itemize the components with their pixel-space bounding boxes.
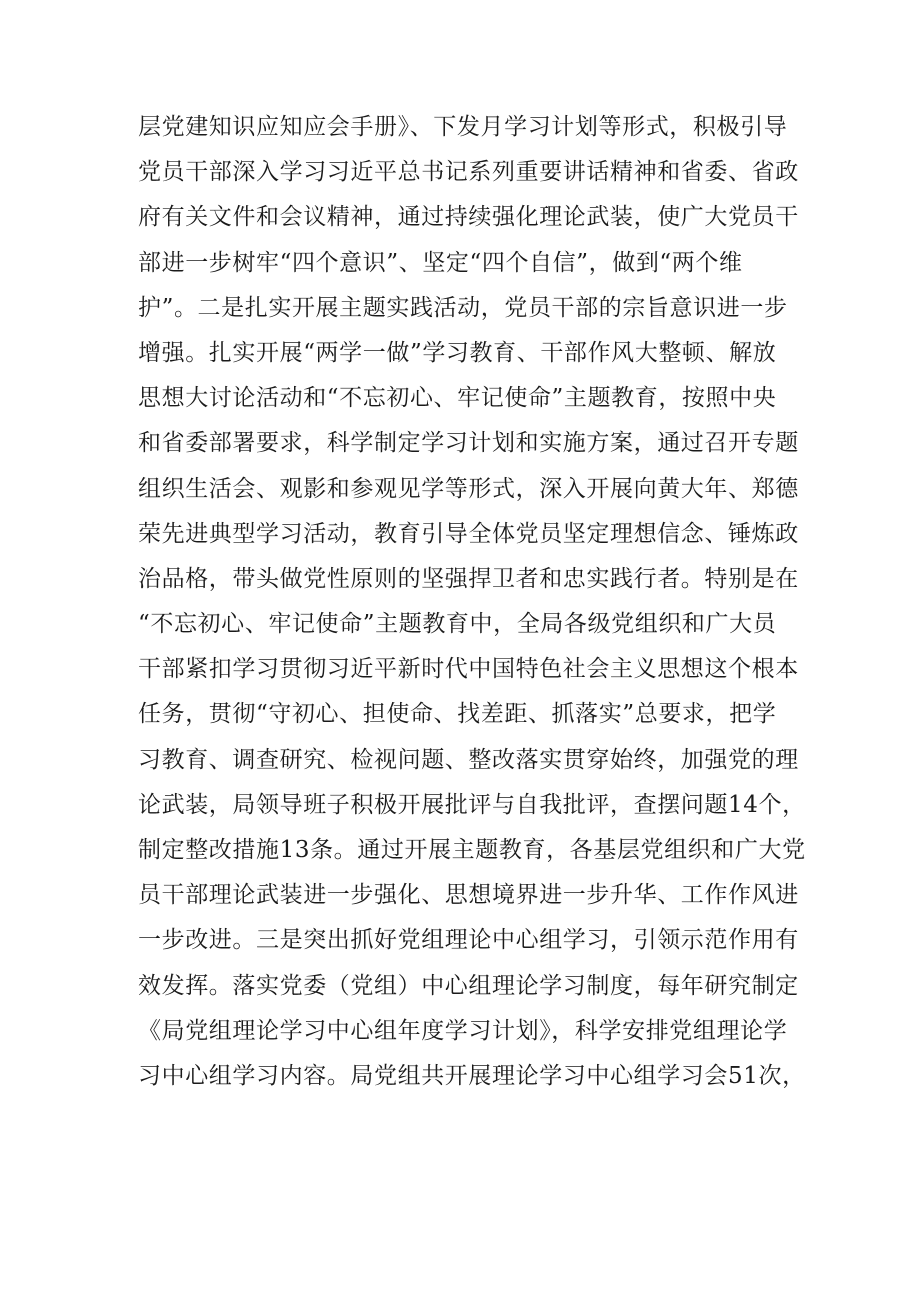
text-line: “不忘初心、牢记使命”主题教育中，全局各级党组织和广大员 — [138, 611, 777, 638]
text-line: 干部紧扣学习贯彻习近平新时代中国特色社会主义思想这个根本 — [138, 656, 799, 683]
text-line: 思想大讨论活动和“不忘初心、牢记使命”主题教育，按照中央 — [138, 385, 777, 412]
text-line: 习教育、调查研究、检视问题、整改落实贯穿始终，加强党的理 — [138, 746, 799, 773]
text-line: 荣先进典型学习活动，教育引导全体党员坚定理想信念、锤炼政 — [138, 520, 799, 547]
text-line: 组织生活会、观影和参观见学等形式，深入开展向黄大年、郑德 — [138, 475, 799, 502]
text-line: 护”。二是扎实开展主题实践活动，党员干部的宗旨意识进一步 — [138, 294, 788, 321]
text-line: 任务，贯彻“守初心、担使命、找差距、抓落实”总要求，把学 — [138, 701, 777, 728]
text-line: 习中心组学习内容。局党组共开展理论学习中心组学习会51次， — [138, 1062, 806, 1089]
text-line: 和省委部署要求，科学制定学习计划和实施方案，通过召开专题 — [138, 430, 799, 457]
text-line: 《局党组理论学习中心组年度学习计划》，科学安排党组理论学 — [138, 1017, 788, 1044]
text-line: 制定整改措施13条。通过开展主题教育，各基层党组织和广大党 — [138, 837, 806, 863]
text-line: 治品格，带头做党性原则的坚强捍卫者和忠实践行者。特别是在 — [138, 565, 799, 592]
text-line: 党员干部深入学习习近平总书记系列重要讲话精神和省委、省政 — [138, 159, 799, 186]
body-text — [138, 105, 806, 1099]
text-line: 府有关文件和会议精神，通过持续强化理论武装，使广大党员干 — [138, 204, 799, 231]
text-line: 效发挥。落实党委（党组）中心组理论学习制度，每年研究制定 — [138, 972, 799, 999]
text-line: 层党建知识应知应会手册》、下发月学习计划等形式，积极引导 — [138, 114, 788, 140]
text-line: 一步改进。三是突出抓好党组理论中心组学习，引领示范作用有 — [138, 927, 799, 954]
text-line: 员干部理论武装进一步强化、思想境界进一步升华、工作作风进 — [138, 882, 799, 909]
text-line: 部进一步树牢“四个意识”、坚定“四个自信”，做到“两个维 — [138, 249, 743, 276]
text-line: 论武装，局领导班子积极开展批评与自我批评，查摆问题14个， — [138, 791, 806, 818]
text-line: 增强。扎实开展“两学一做”学习教育、干部作风大整顿、解放 — [138, 339, 777, 366]
